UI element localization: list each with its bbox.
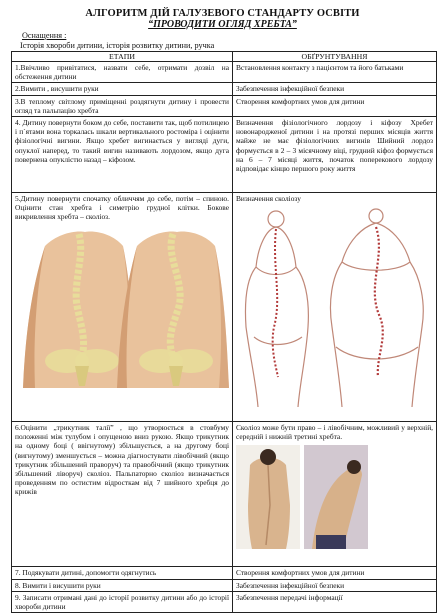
column-header-stages: ЕТАПИ xyxy=(12,52,233,62)
table-row xyxy=(12,95,437,116)
equipment-label: Оснащення : xyxy=(22,31,67,40)
reason-cell: Забезпечення інфекційної безпеки xyxy=(233,579,437,591)
reason-cell: Встановлення контакту з пацієнтом та його батьками xyxy=(233,62,437,83)
step-cell: 9. Записати отримані дані до історії розвитку дитини або до історії хвороби дитини xyxy=(12,591,233,612)
table-row xyxy=(12,83,437,95)
reason-cell: Забезпечення передачі інформації xyxy=(233,591,437,612)
reason-cell: Забезпечення інфекційної безпеки xyxy=(233,83,437,95)
table-row xyxy=(12,117,437,193)
document-title: АЛГОРИТМ ДІЙ ГАЛУЗЕВОГО СТАНДАРТУ ОСВІТИ xyxy=(85,8,360,19)
table-row xyxy=(12,422,437,567)
reason-cell-with-photos xyxy=(233,422,437,567)
step-cell: 4. Дитину повернути боком до себе, поставити так, щоб потилицею і п`ятами вона торкалась шкали вертикального ростоміра і оцінити фізіологічні вигини. Якщо хребет вигинається у вигляді дуги, опуклої наперед, то такий вигин називають лордозом, якщо дуга повернена опуклістю назад – кіфозом. xyxy=(12,117,233,193)
photo-back-view xyxy=(236,445,300,549)
step-cell: 8. Вимити і висушити руки xyxy=(12,579,233,591)
reason-text: Сколіоз може бути право – і лівобічним, можливий у верхній, середній і нижній третині хребта. xyxy=(236,423,433,442)
scoliosis-back-illustration xyxy=(15,226,229,388)
reason-cell: Визначення фізіологічного лордозу і кіфозу Хребет новонародженої дитини і на протязі перших місяців життя майже не має фізіологічних вигинів Шийний лордоз формується в 2 – 3 місячному віці, грудний кіфоз формується на 6 – 7 місяці життя, початок поперекового лордозу відповідає кінцю першого року життя xyxy=(233,117,437,193)
step-cell: 3.В теплому світлому приміщенні роздягнути дитину і провести огляд та пальпацію хребта xyxy=(12,95,233,116)
reason-cell-with-illustration xyxy=(233,193,437,422)
table-row xyxy=(12,62,437,83)
back-figure-right xyxy=(117,231,229,387)
step-cell: 7. Подякувати дитині, допомогти одягнутись xyxy=(12,567,233,579)
scoliosis-photos xyxy=(236,445,434,565)
photo-bending-view xyxy=(304,445,368,549)
spine-sketch-illustration xyxy=(236,207,434,407)
reason-cell: Створення комфортних умов для дитини xyxy=(233,95,437,116)
document-subtitle: “ПРОВОДИТИ ОГЛЯД ХРЕБТА” xyxy=(148,19,297,30)
algorithm-table xyxy=(11,51,437,613)
step-cell: 1.Ввічливо привітатися, назвати себе, отримати дозвіл на обстеження дитини xyxy=(12,62,233,83)
equipment-text: Історія хвороби дитини, історія розвитку дитини, ручка xyxy=(20,41,215,50)
table-header-row xyxy=(12,52,437,62)
reason-text: Визначення сколіозу xyxy=(236,194,301,204)
reason-cell: Створення комфортних умов для дитини xyxy=(233,567,437,579)
back-figure-left xyxy=(23,231,135,387)
step-cell: 6.Оцінити „трикутник талії” , що утворюється в стовбуму положенні між тулубом і опущеною вниз рукою. Якщо трикутник на одному боці ( ввігнутому) збільшується, а на другому боці (вигнутому) зменшується – можна діагностувати лівобічний (якщо трикутник збільшений праворуч) та правобічний (якщо трикутник збільшений ліворуч) сколіоз. Пальпаторно сколіоз визначається проведенням по остистим відросткам від 7 шийного хребця до крижів xyxy=(12,422,233,567)
step-cell: 2.Вимити , висушити руки xyxy=(12,83,233,95)
column-header-reasons: ОБҐРУНТУВАННЯ xyxy=(233,52,437,62)
table-row xyxy=(12,567,437,579)
step-cell-with-illustration xyxy=(12,193,233,422)
table-row xyxy=(12,591,437,612)
table-row xyxy=(12,193,437,422)
step-text: 5.Дитину повернути спочатку обличчям до себе, потім – спиною. Оцінити стан хребта і симетрію грудної клітки. Бокове викривлення хребта – сколіоз. xyxy=(15,194,229,222)
table-row xyxy=(12,579,437,591)
